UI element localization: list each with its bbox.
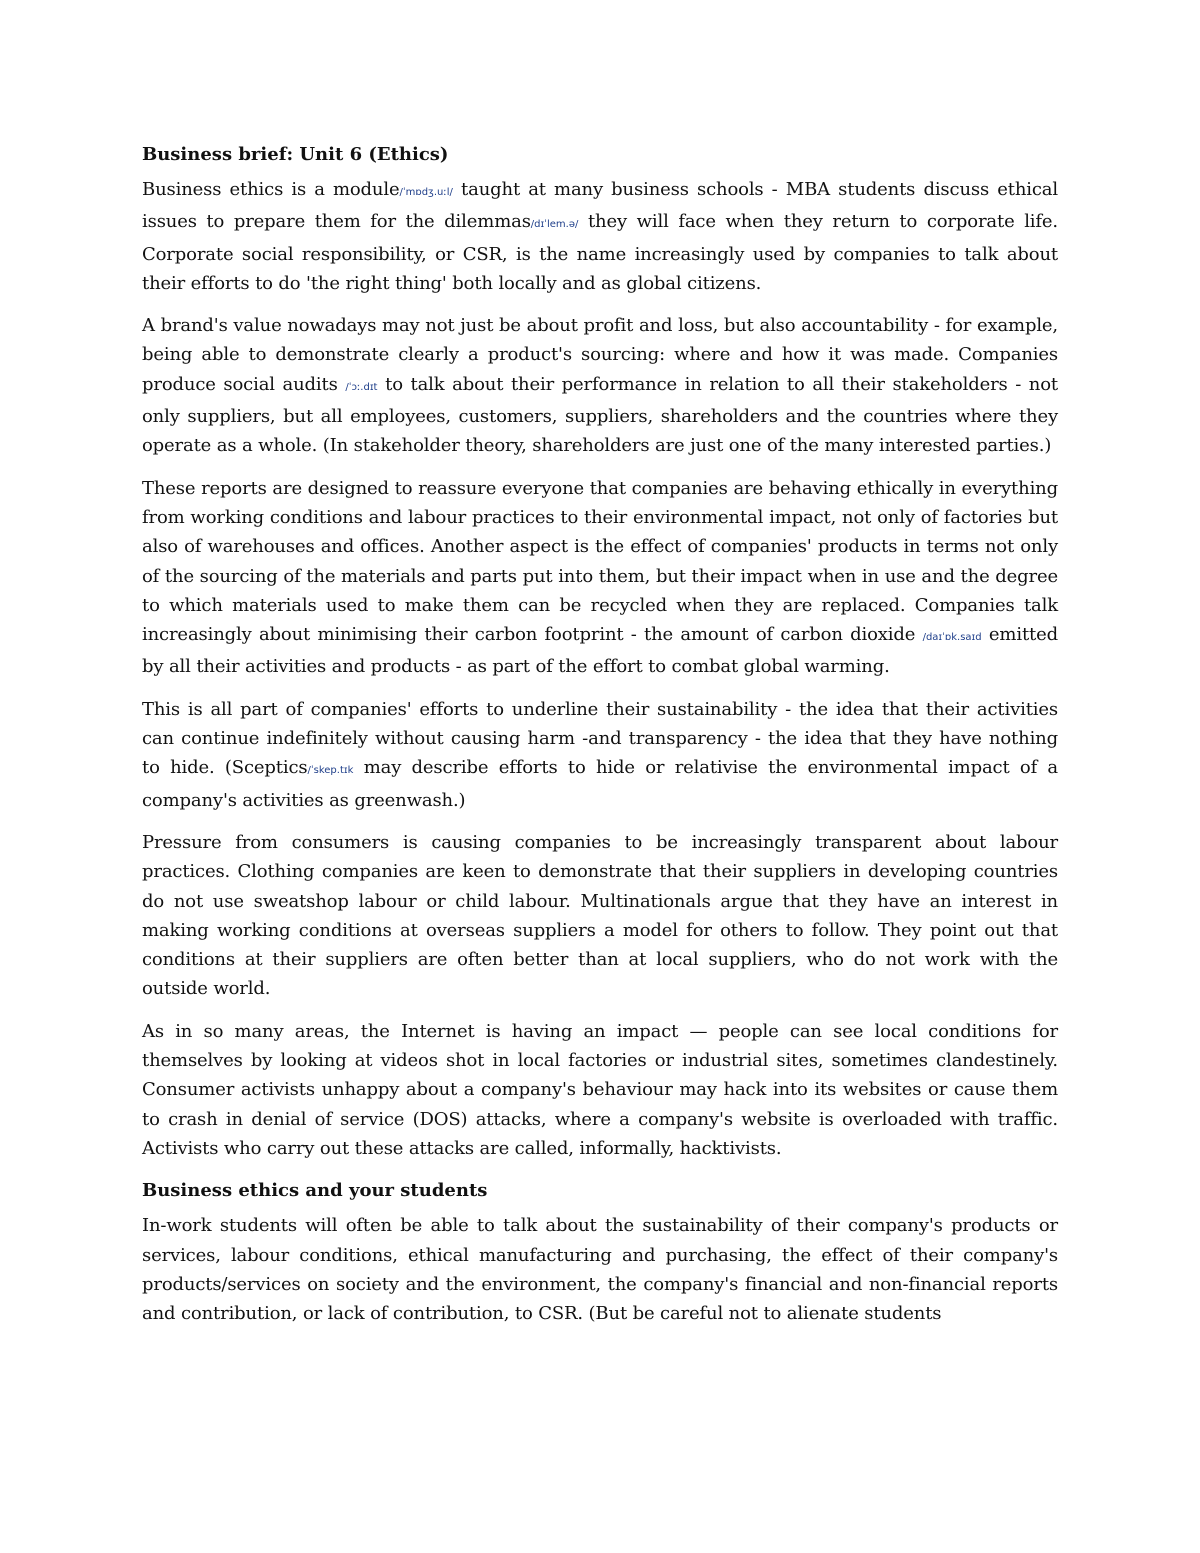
paragraph-consumer-pressure: Pressure from consumers is causing companies to be increasingly transparent about labour practices. Clothing companies are keen to demonstrate that their suppliers in developing countries do not use sweatshop labour or child labour. Multinationals argue that they have an interest in making working conditions at overseas suppliers a model for others to follow. They point out that conditions at their suppliers are often better than at local suppliers, who do not work with the outside world. <box>142 831 1058 1000</box>
pronunciation-dioxide: /daɪˈɒk.saɪd <box>922 632 982 644</box>
text-run: may describe efforts to hide or relativise the environmental impact of a company's activities as greenwash.) <box>142 757 1058 811</box>
text-run: This is all part of companies' efforts to underline their sustainability - the idea that their activities can continue indefinitely without causing harm -and transparency - the idea that they have nothing to hide. (Sceptics <box>142 698 1058 779</box>
text-run: A brand's value nowadays may not just be about profit and loss, but also accountability - for example, being able to demonstrate clearly a product's sourcing: where and how it was made. Companies produce social audits <box>142 315 1058 395</box>
pronunciation-sceptic: /ˈskep.tɪk <box>307 765 354 777</box>
pronunciation-dilemma: /dɪˈlem.ə/ <box>530 219 579 231</box>
text-run: emitted by all their activities and products - as part of the effort to combat global warming. <box>142 624 1058 678</box>
document-title: Business brief: Unit 6 (Ethics) <box>142 144 449 165</box>
paragraph-reports <box>142 474 1058 682</box>
pronunciation-audit: /ˈɔː.dɪt <box>345 381 378 393</box>
text-run: to talk about their performance in relation to all their stakeholders - not only suppliers, but all employees, customers, suppliers, shareholders and the countries where they operate as a whole. (In stakeholder theory, shareholders are just one of the many interested parties.) <box>142 373 1059 457</box>
paragraph-in-work-students: In-work students will often be able to talk about the sustainability of their company's products or services, labour conditions, ethical manufacturing and purchasing, the effect of their company's products/services on society and the environment, the company's financial and non-financial reports and contribution, or lack of contribution, to CSR. (But be careful not to alienate students <box>142 1215 1058 1325</box>
pronunciation-module: /ˈmɒdʒ.uːl/ <box>399 187 453 198</box>
paragraph-sustainability <box>142 695 1058 815</box>
text-run: taught at many business schools - MBA students discuss ethical issues to prepare them for the dilemmas <box>142 179 1058 233</box>
paragraph-brand-value <box>142 311 1058 460</box>
text-run: they will face when they return to corporate life. Corporate social responsibility, or CSR, is the name increasingly used by companies to talk about their efforts to do 'the right thing' both locally and as global citizens. <box>142 211 1058 294</box>
document-page <box>142 140 1058 1341</box>
paragraph-business-ethics <box>142 175 1058 298</box>
text-run: These reports are designed to reassure everyone that companies are behaving ethically in everything from working conditions and labour practices to their environmental impact, not only of factories but also of warehouses and offices. Another aspect is the effect of companies' products in terms not only of the sourcing of the materials and parts put into them, but their impact when in use and the degree to which materials used to make them can be recycled when they are replaced. Companies talk increasingly about minimising their carbon footprint - the amount of carbon dioxide <box>142 477 1058 646</box>
text-run: Business ethics is a module <box>142 179 400 200</box>
section-heading-students: Business ethics and your students <box>142 1180 488 1202</box>
paragraph-internet-impact: As in so many areas, the Internet is having an impact — people can see local conditions for themselves by looking at videos shot in local factories or industrial sites, sometimes clandestinely. Consumer activists unhappy about a company's behaviour may hack into its websites or cause them to crash in denial of service (DOS) attacks, where a company's website is overloaded with traffic. Activists who carry out these attacks are called, informally, hacktivists. <box>142 1020 1058 1159</box>
